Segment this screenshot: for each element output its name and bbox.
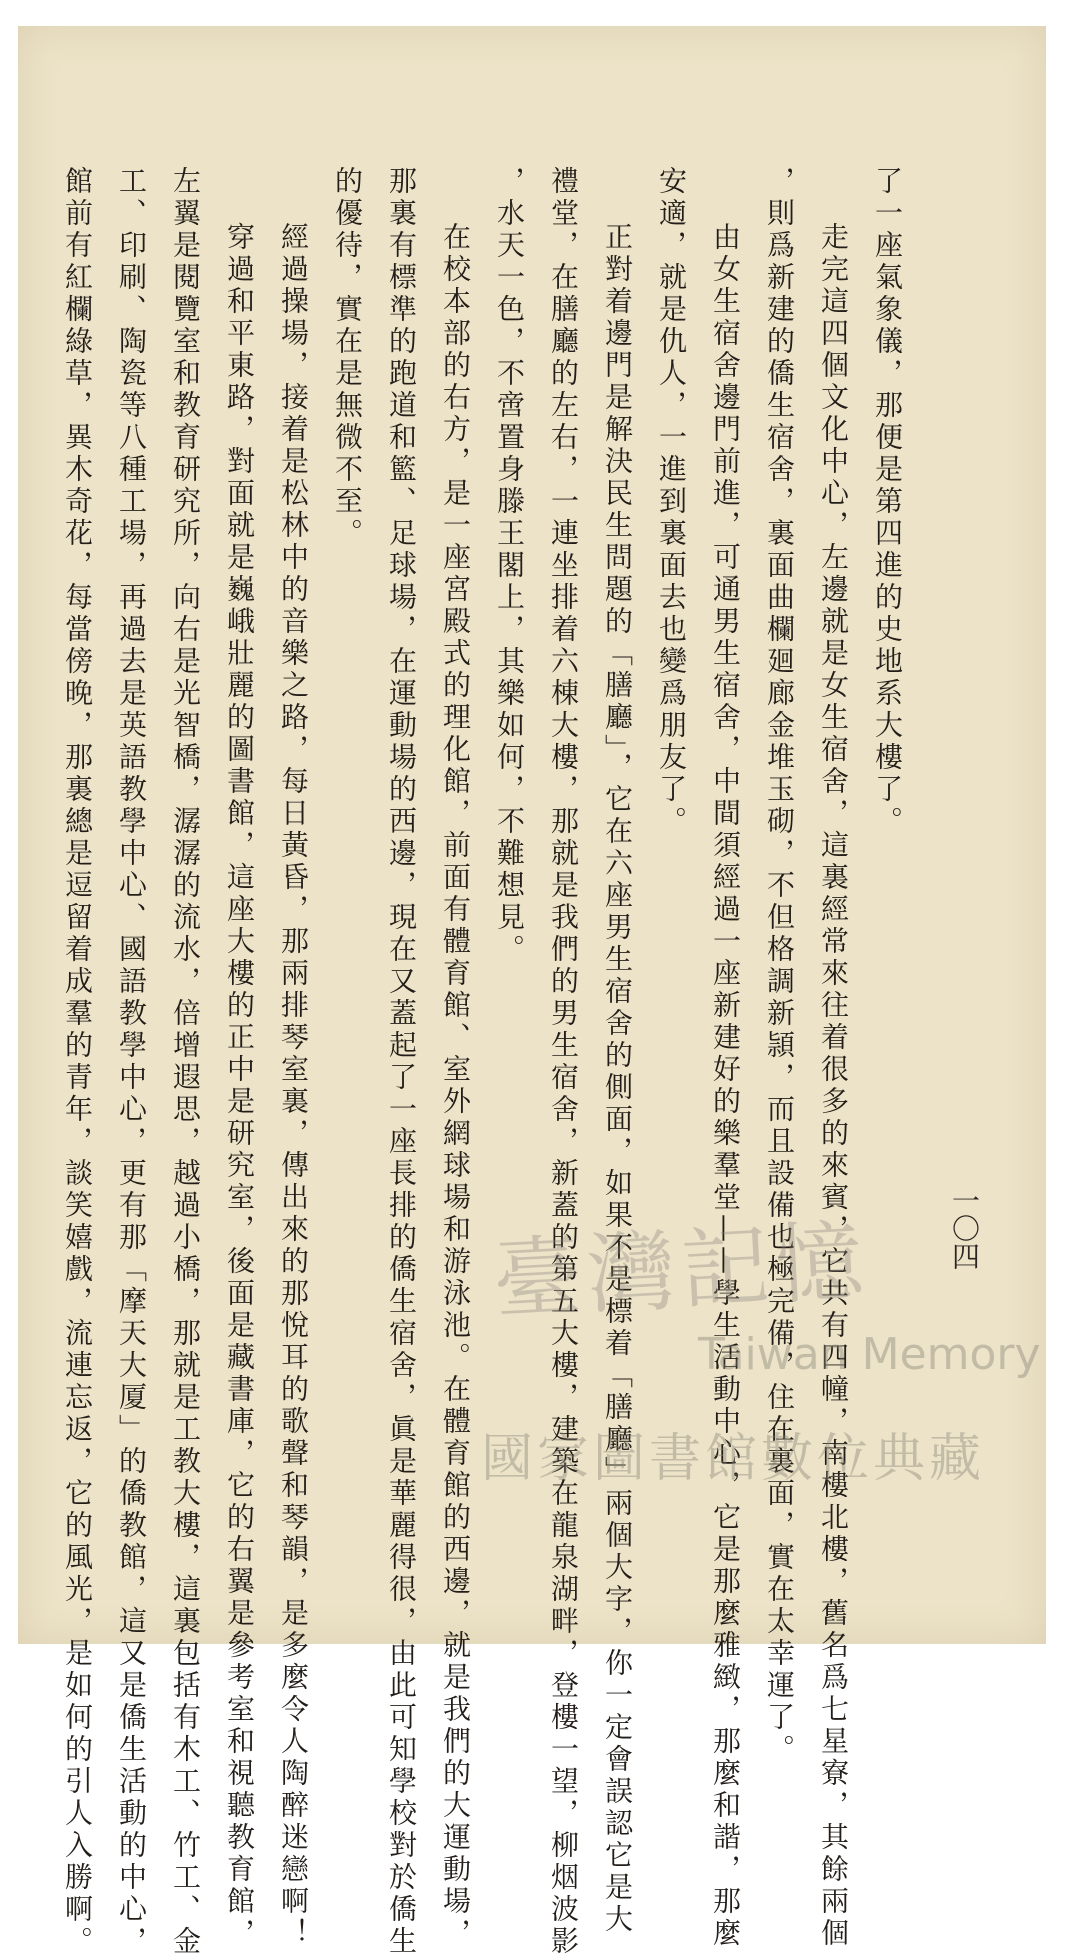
text-line: ，水天一色，不啻置身滕王閣上，其樂如何，不難想見。 bbox=[493, 166, 526, 966]
watermark-latin-text: Taiwan Memory bbox=[698, 1329, 1041, 1380]
page-number: 一〇四 bbox=[948, 1186, 981, 1270]
text-line: 走完這四個文化中心，左邊就是女生宿舍，這裏經常來往着很多的來賓，它共有四幢，南樓北樓，舊名爲七星寮，其餘兩個 bbox=[817, 222, 850, 1950]
text-line: 那裏有標準的跑道和籃、足球場，在運動場的西邊，現在又蓋起了一座長排的僑生宿舍，眞是華麗得很，由此可知學校對於僑生 bbox=[385, 166, 418, 1958]
text-line: 了一座氣象儀，那便是第四進的史地系大樓了。 bbox=[871, 166, 904, 838]
text-line: 安適，就是仇人，一進到裏面去也變爲朋友了。 bbox=[655, 166, 688, 838]
text-line: 工、印刷、陶瓷等八種工場，再過去是英語教學中心、國語教學中心，更有那「摩天大厦」的僑教館，這又是僑生活動的中心， bbox=[115, 166, 148, 1958]
text-line: 左翼是閱覽室和教育研究所，向右是光智橋，潺潺的流水，倍增遐思，越過小橋，那就是工教大樓，這裏包括有木工、竹工、金 bbox=[169, 166, 202, 1958]
watermark-library-text: 國家圖書館數位典藏 bbox=[481, 1429, 986, 1489]
watermark-seal-text: 臺灣記憶 bbox=[490, 1209, 872, 1332]
text-line: 在校本部的右方，是一座宮殿式的理化館，前面有體育館、室外網球場和游泳池。在體育館的西邊，就是我們的大運動場， bbox=[439, 222, 472, 1950]
text-line: 的優待，實在是無微不至。 bbox=[331, 166, 364, 550]
text-line: 穿過和平東路，對面就是巍峨壯麗的圖書館，這座大樓的正中是研究室，後面是藏書庫，它的右翼是參考室和視聽教育館， bbox=[223, 222, 256, 1950]
text-line: ，則爲新建的僑生宿舍，裏面曲欄廻廊金堆玉砌，不但格調新頴，而且設備也極完備，住在裏面，實在太幸運了。 bbox=[763, 166, 796, 1766]
text-line: 經過操場，接着是松林中的音樂之路，每日黃昏，那兩排琴室裏，傳出來的那悅耳的歌聲和琴韻，是多麼令人陶醉迷戀啊！ bbox=[277, 222, 310, 1950]
text-line: 禮堂，在膳廳的左右，一連坐排着六棟大樓，那就是我們的男生宿舍，新蓋的第五大樓，建築在龍泉湖畔，登樓一望，柳烟波影 bbox=[547, 166, 580, 1958]
vertical-text-block bbox=[50, 166, 914, 1958]
text-line: 由女生宿舍邊門前進，可通男生宿舍，中間須經過一座新建好的樂羣堂——學生活動中心，它是那麼雅緻，那麼和諧，那麼 bbox=[709, 222, 742, 1950]
text-line: 館前有紅欄綠草，異木奇花，每當傍晚，那裏總是逗留着成羣的青年，談笑嬉戲，流連忘返，它的風光，是如何的引人入勝啊。 bbox=[61, 166, 94, 1958]
text-line: 正對着邊門是解決民生問題的「膳廳」，它在六座男生宿舍的側面，如果不是標着「膳廳」兩個大字，你一定會誤認它是大 bbox=[601, 222, 634, 1936]
scanned-page bbox=[18, 26, 1046, 1958]
